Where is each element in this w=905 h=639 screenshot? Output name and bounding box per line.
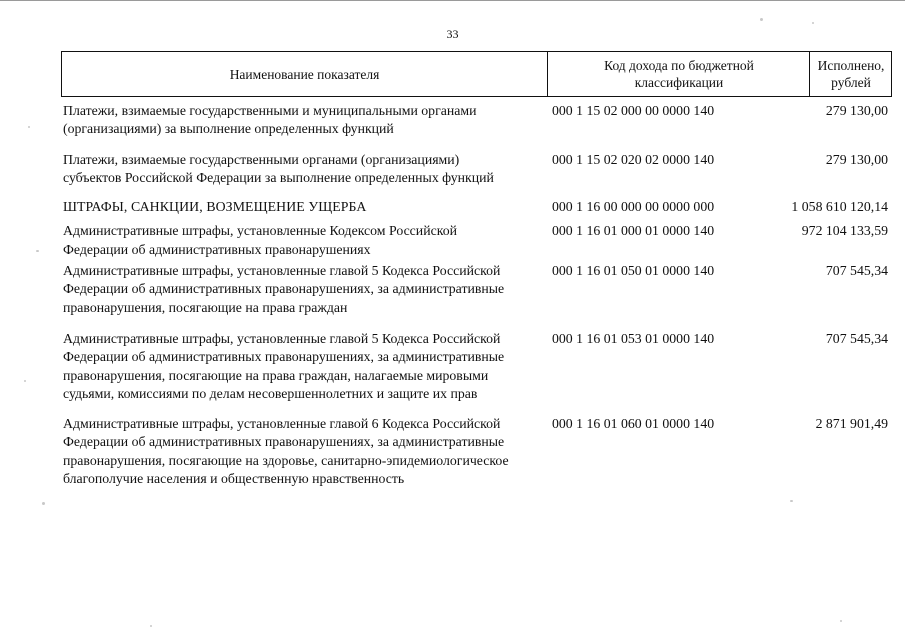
row-amount: 1 058 610 120,14 — [791, 199, 888, 215]
header-name-column: Наименование показателя — [229, 66, 380, 82]
row-name: Платежи, взимаемые государственными и муниципальными органами (организациями) за выполнение определенных функций — [63, 103, 477, 137]
table-row — [61, 222, 892, 259]
page-number: 33 — [446, 27, 459, 41]
scan-noise-speck — [42, 502, 45, 505]
row-code: 000 1 16 01 060 01 0000 140 — [552, 416, 715, 432]
row-code: 000 1 16 01 050 01 0000 140 — [552, 263, 715, 279]
row-name: Административные штрафы, установленные главой 5 Кодекса Российской Федерации об административных правонарушениях, за административные правонарушения, посягающие на права граждан — [63, 263, 505, 315]
header-code-column — [547, 52, 810, 96]
table-row — [61, 262, 892, 317]
page-top-edge — [0, 0, 905, 1]
table-row-section — [61, 198, 892, 216]
row-code: 000 1 15 02 000 00 0000 140 — [552, 103, 715, 118]
table-row — [61, 102, 892, 139]
scan-noise-speck — [28, 126, 30, 128]
header-executed-column: Исполнено, рублей — [809, 52, 892, 96]
row-amount: 972 104 133,59 — [801, 223, 888, 239]
row-name: ШТРАФЫ, САНКЦИИ, ВОЗМЕЩЕНИЕ УЩЕРБА — [63, 199, 367, 215]
scan-noise-speck — [24, 380, 26, 382]
row-amount: 279 130,00 — [825, 151, 888, 167]
scan-noise-speck — [790, 500, 793, 502]
row-amount: 2 871 901,49 — [815, 416, 888, 432]
row-amount: 707 545,34 — [825, 263, 888, 279]
scan-noise-speck — [36, 250, 39, 252]
table-row — [61, 330, 892, 403]
row-code: 000 1 16 01 053 01 0000 140 — [552, 330, 715, 346]
scan-noise-speck — [150, 625, 152, 627]
scan-noise-speck — [812, 22, 814, 24]
table-row — [61, 415, 892, 488]
row-code: 000 1 15 02 020 02 0000 140 — [552, 151, 715, 167]
table-header — [61, 51, 892, 97]
scan-noise-speck — [760, 18, 763, 21]
row-name: Административные штрафы, установленные Кодексом Российской Федерации об административных правонарушениях — [63, 223, 457, 257]
row-name: Административные штрафы, установленные главой 6 Кодекса Российской Федерации об административных правонарушениях, за административные правонарушения, посягающие на здоровье, санитарно-эпидемиологическое благополучие населения и общественную нравственность — [63, 416, 509, 487]
table-body — [61, 102, 892, 488]
row-name: Административные штрафы, установленные главой 5 Кодекса Российской Федерации об административных правонарушениях, за административные правонарушения, посягающие на права граждан, налагаемые мировыми судьями, комиссиями по делам несовершеннолетних и защите их прав — [63, 330, 505, 401]
row-amount: 279 130,00 — [825, 103, 888, 118]
row-name: Платежи, взимаемые государственными органами (организациями) субъектов Российской Федерации за выполнение определенных функций — [63, 151, 494, 185]
table-row — [61, 151, 892, 188]
revenue-table — [61, 51, 892, 488]
row-code: 000 1 16 01 000 01 0000 140 — [552, 223, 715, 239]
header-code-label: Код дохода по бюджетной классификации — [604, 58, 754, 90]
row-amount: 707 545,34 — [825, 330, 888, 346]
scan-noise-speck — [840, 620, 842, 622]
row-code: 000 1 16 00 000 00 0000 000 — [552, 199, 715, 215]
